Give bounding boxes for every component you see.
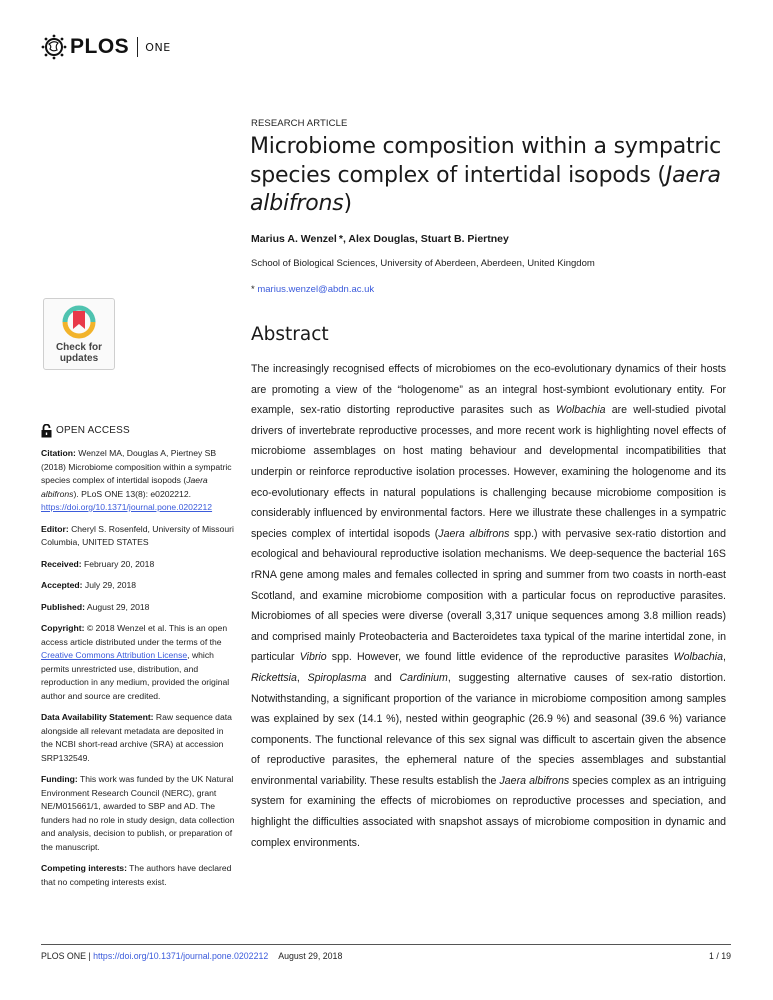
citation-text: Wenzel MA, Douglas A, Piertney SB (2018) Microbiome composition within a sympatric species complex of intertidal isopods ( <box>41 448 232 485</box>
check-for-updates-label <box>44 342 114 364</box>
footer-divider <box>41 944 731 945</box>
article-info-sidebar <box>41 424 236 897</box>
abstract-text: spp.) with pervasive sex-ratio distortion and ecological and behavioural reproductive isolation mechanisms. We deep-sequence the bacterial 16S rRNA gene among males and females collected in spring and summer from two coasts in north-east Scotland, and examine microbiome composition with a particular focus on reproductive parasites. Microbiomes of all species were diverse (overall 3,317 unique sequences among 3.8 million reads) and comprised mainly Proteobacteria and Bacteroidetes taxa typical of the marine intertidal zone, in particular <box>251 527 726 664</box>
logo-plos-text: PLOS <box>70 35 130 58</box>
footer-doi-link[interactable]: https://doi.org/10.1371/journal.pone.0202212 <box>93 951 269 961</box>
funding-text: This work was funded by the UK Natural Environment Research Council (NERC), grant NE/M015661/1, awarded to SBP and AD. The funders had no role in study design, data collection and analysis, decision to publish, or preparation of the manuscript. <box>41 774 235 852</box>
accepted-value: July 29, 2018 <box>82 580 137 590</box>
citation <box>41 447 236 515</box>
title-species: Jaera albifrons <box>250 162 721 216</box>
abstract-taxon: Jaera albifrons <box>499 774 570 787</box>
title-text-end: ) <box>343 191 352 216</box>
received-value: February 20, 2018 <box>81 558 155 569</box>
check-for-updates-badge[interactable] <box>43 298 115 370</box>
article-type: RESEARCH ARTICLE <box>251 118 348 129</box>
abstract-text: , <box>296 671 308 684</box>
abstract-text: , suggesting alternative causes of sex-ratio distortion. Notwithstanding, a significant proportion of the variance in microbiome composition among samples was explained by sex (14.1 %), nested within geographic (26.9 %) and seasonal (39.6 %) variance components. The functional relevance of this sex signal was difficult to ascertain given the absence of reproductive parasites, the ephemeral nature of the species assemblages and substantial environmental variability. These results establish the <box>251 671 726 787</box>
corresponding-email-link[interactable]: marius.wenzel@abdn.ac.uk <box>257 284 375 295</box>
bookmark-ring-icon <box>61 304 97 340</box>
page-footer <box>41 951 731 961</box>
abstract-taxon: Cardinium <box>399 671 448 684</box>
funding-label: Funding: <box>41 774 78 784</box>
license-link[interactable]: Creative Commons Attribution License <box>41 650 188 660</box>
open-lock-icon <box>41 424 52 438</box>
article-title <box>250 133 730 219</box>
competing-interests-label: Competing interests: <box>41 863 127 873</box>
competing-interests <box>41 862 236 889</box>
abstract-taxon: Spiroplasma <box>307 671 367 684</box>
editor-label: Editor: <box>41 523 69 534</box>
editor-text: Cheryl S. Rosenfeld, University of Missouri Columbia, UNITED STATES <box>41 523 234 547</box>
competing-interests-text: The authors have declared that no competing interests exist. <box>41 863 232 887</box>
plos-globe-icon <box>41 34 67 60</box>
citation-text-end: ). PLoS ONE 13(8): e0202212. <box>73 488 192 499</box>
editor <box>41 523 236 550</box>
published-value: August 29, 2018 <box>84 601 150 612</box>
data-availability-text: Raw sequence data alongside all relevant metadata are deposited in the NCBI short-read archive (SRA) at accession SRP132549. <box>41 712 232 763</box>
received-label: Received: <box>41 558 82 569</box>
abstract-text: spp. However, we found little evidence of the reproductive parasites <box>326 651 674 664</box>
data-availability <box>41 711 236 765</box>
title-text: Microbiome composition within a sympatric species complex of intertidal isopods ( <box>250 134 722 188</box>
abstract-taxon: Wolbachia <box>556 404 606 417</box>
copyright <box>41 622 236 703</box>
published-label: Published: <box>41 601 85 612</box>
accepted-label: Accepted: <box>41 580 83 590</box>
copyright-text-end: , which permits unrestricted use, distribution, and reproduction in any medium, provided the original author and source are credited. <box>41 650 230 701</box>
abstract-taxon: Wolbachia <box>673 651 724 664</box>
abstract-text: are well-studied pivotal drivers of invertebrate reproductive processes, and more recent work is highlighting novel effects of microbiome assemblages on host mating behaviour and developmental incompatibilities that underpin or reinforce reproductive isolation processes. However, examining the hologenome and its eco-evolutionary effects in natural populations is challenging because microbiome composition is considerably influenced by environmental factors. Here we illustrate these challenges in a sympatric species complex of intertidal isopods ( <box>251 404 727 540</box>
footer-journal: PLOS ONE | <box>41 951 94 961</box>
citation-species: Jaera albifrons <box>41 475 208 499</box>
abstract-body <box>251 359 726 853</box>
abstract-text: species complex as an intriguing system for examining the effects of microbiomes on reproductive processes and speciation, and highlight the difficulties associated with snapshot assays of microbiome composition in dynamic and complex environments. <box>251 774 726 849</box>
cfu-line1: Check for <box>55 342 103 353</box>
open-access-badge <box>41 424 236 438</box>
accepted-date <box>41 579 236 593</box>
footer-date: August 29, 2018 <box>278 951 343 961</box>
abstract-text: , <box>723 651 726 664</box>
author-list: Marius A. Wenzel *, Alex Douglas, Stuart B. Piertney <box>251 233 509 245</box>
plos-one-logo <box>41 33 171 61</box>
copyright-text: © 2018 Wenzel et al. This is an open access article distributed under the terms of the <box>41 623 228 647</box>
abstract-taxon: Vibrio <box>299 651 327 664</box>
abstract-taxon: Jaera albifrons <box>438 527 510 540</box>
affiliation: School of Biological Sciences, University of Aberdeen, Aberdeen, United Kingdom <box>251 258 595 269</box>
open-access-label: OPEN ACCESS <box>56 425 130 437</box>
corresponding-author <box>251 284 374 295</box>
abstract-text: and <box>366 671 400 684</box>
citation-doi-link[interactable]: https://doi.org/10.1371/journal.pone.0202212 <box>41 502 213 512</box>
copyright-label: Copyright: <box>41 623 85 633</box>
logo-divider <box>137 37 138 57</box>
citation-label: Citation: <box>41 448 76 458</box>
page-number: 1 / 19 <box>708 951 731 961</box>
abstract-text: The increasingly recognised effects of microbiomes on the eco-evolutionary dynamics of their hosts are promoting a view of the “hologenome” as an integral host-symbiont evolutionary entity. For example, sex-ratio distorting reproductive parasites such as <box>251 363 726 417</box>
abstract-taxon: Rickettsia <box>251 671 297 684</box>
abstract-heading: Abstract <box>251 324 329 345</box>
received-date <box>41 558 236 572</box>
cfu-line2: updates <box>59 353 99 364</box>
data-availability-label: Data Availability Statement: <box>41 712 154 722</box>
published-date <box>41 601 236 615</box>
funding <box>41 773 236 854</box>
logo-one-text: ONE <box>145 40 171 54</box>
asterisk: * <box>251 284 258 295</box>
